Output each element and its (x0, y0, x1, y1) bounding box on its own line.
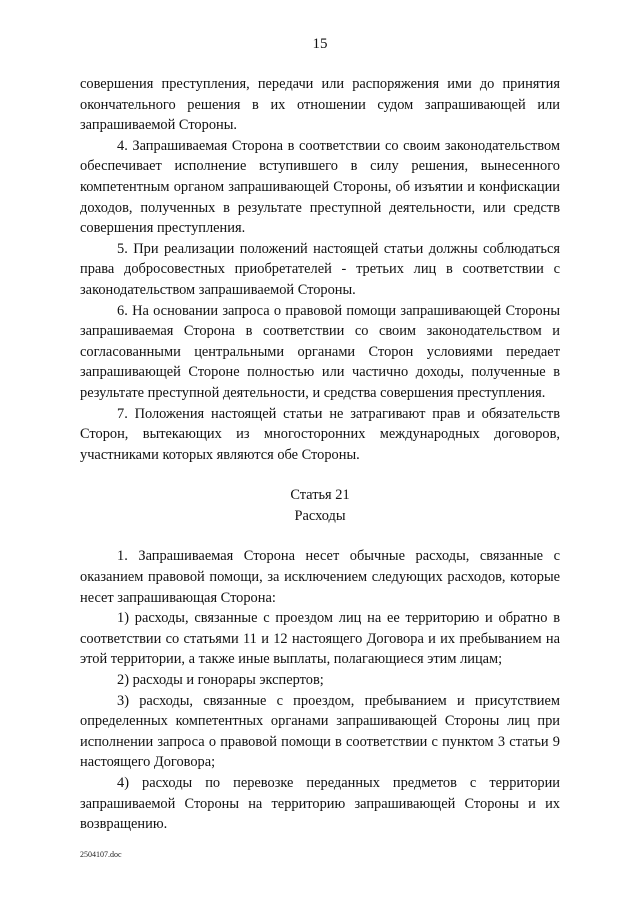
paragraph-6: 6. На основании запроса о правовой помощи запрашивающей Стороны запрашиваемая Сторона в соответствии со своим законодательством и согласованными центральными органами Сторон условиями передает запрашивающей Стороне полностью или частично доходы, полученные в результате преступной деятельности, и средства совершения преступления. (80, 302, 560, 401)
paragraph-5: 5. При реализации положений настоящей статьи должны соблюдаться права добросовестных приобретателей - третьих лиц в соответствии с законодательством запрашиваемой Стороны. (80, 240, 560, 298)
article-21-paragraph-1: 1. Запрашиваемая Сторона несет обычные расходы, связанные с оказанием правовой помощи, за исключением следующих расходов, которые несет запрашивающая Сторона: (80, 548, 560, 606)
paragraph-continuation: совершения преступления, передачи или распоряжения ими до принятия окончательного решения в их отношении судом запрашивающей или запрашиваемой Стороны. (80, 76, 560, 134)
article-21-number: Статья 21 (290, 487, 350, 504)
page-number: 15 (312, 36, 328, 52)
paragraph-7: 7. Положения настоящей статьи не затрагивают прав и обязательств Сторон, вытекающих из многосторонних международных договоров, участниками которых являются обе Стороны. (80, 405, 560, 463)
footer-file-code: 2504107.doc (80, 850, 122, 859)
document-body (80, 74, 560, 835)
article-21-item-1: 1) расходы, связанные с проездом лиц на ее территорию и обратно в соответствии со статьями 11 и 12 настоящего Договора и их пребыванием на этой территории, а также иные выплаты, полагающиеся этим лицам; (80, 610, 560, 668)
article-21-item-4: 4) расходы по перевозке переданных предметов с территории запрашиваемой Стороны на территорию запрашивающей Стороны и их возвращению. (80, 775, 560, 833)
paragraph-4: 4. Запрашиваемая Сторона в соответствии со своим законодательством обеспечивает исполнение вступившего в силу решения, вынесенного компетентным органом запрашивающей Стороны, об изъятии и конфискации доходов, полученных в результате преступной деятельности, или средств совершения преступления. (80, 137, 560, 237)
article-21-item-3: 3) расходы, связанные с проездом, пребыванием и присутствием определенных компетентных органами запрашивающей Стороны лиц при исполнении запроса о правовой помощи в соответствии с пунктом 3 статьи 9 настоящего Договора; (80, 692, 560, 771)
article-21-title: Расходы (294, 507, 346, 524)
article-21-item-2: 2) расходы и гонорары экспертов; (117, 672, 324, 689)
